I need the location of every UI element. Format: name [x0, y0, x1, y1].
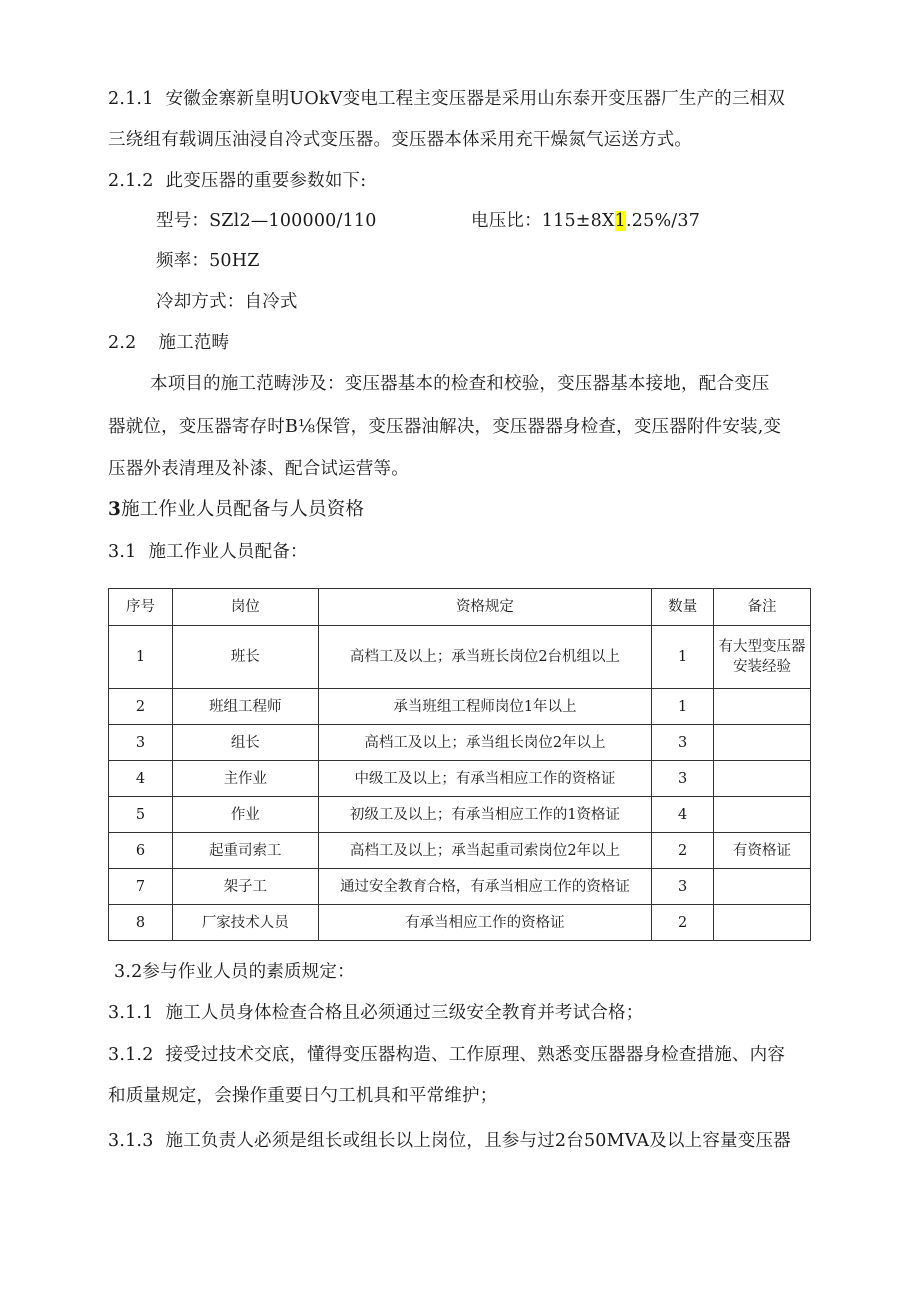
scope-line2: 器就位，变压器寄存时B⅛保管，变压器油解决，变压器器身检查，变压器附件安装,变 [108, 417, 782, 437]
cell-count: 2 [652, 833, 714, 869]
cell-count: 2 [652, 905, 714, 941]
section-title: 施工作业人员配备： [148, 542, 308, 562]
header-qualification: 资格规定 [318, 589, 651, 626]
table-row [109, 797, 811, 833]
header-note: 备注 [714, 589, 811, 626]
highlighted-digit: 1 [614, 211, 627, 231]
section-2-2-heading [108, 330, 229, 356]
cell-qualification: 通过安全教育合格，有承当相应工作的资格证 [318, 869, 651, 905]
cell-no: 7 [109, 869, 173, 905]
cell-qualification: 中级工及以上；有承当相应工作的资格证 [318, 761, 651, 797]
cell-post: 班组工程师 [172, 689, 318, 725]
cell-qualification: 初级工及以上；有承当相应工作的1资格证 [318, 797, 651, 833]
paragraph-2-1-1-line1 [108, 86, 785, 112]
cell-count: 3 [652, 725, 714, 761]
header-post: 岗位 [172, 589, 318, 626]
cell-no: 2 [109, 689, 173, 725]
cell-note [714, 725, 811, 761]
section-3-2-heading: 3.2参与作业人员的素质规定： [114, 962, 355, 982]
voltage-ratio-prefix: 电压比：115±8X [471, 211, 615, 231]
paragraph-3-1-2-line2: 和质量规定，会操作重要日勺工机具和平常维护； [108, 1086, 498, 1106]
table-row [109, 689, 811, 725]
paragraph-text: 施工负责人必须是组长或组长以上岗位，且参与过2台50MVA及以上容量变压器 [165, 1131, 791, 1151]
cell-count: 3 [652, 761, 714, 797]
section-title: 施工范畴 [158, 333, 230, 353]
cell-post: 架子工 [172, 869, 318, 905]
cell-post: 厂家技术人员 [172, 905, 318, 941]
cell-post: 起重司索工 [172, 833, 318, 869]
paragraph-text: 施工人员身体检查合格且必须通过三级安全教育并考试合格； [165, 1003, 644, 1023]
cell-no: 3 [109, 725, 173, 761]
table-row [109, 725, 811, 761]
voltage-ratio-suffix: .25%/37 [626, 211, 701, 231]
cell-no: 1 [109, 626, 173, 689]
cell-post: 主作业 [172, 761, 318, 797]
cell-qualification: 高档工及以上；承当起重司索岗位2年以上 [318, 833, 651, 869]
cell-qualification: 高档工及以上；承当班长岗位2台机组以上 [318, 626, 651, 689]
param-frequency: 频率：50HZ [156, 251, 260, 271]
scope-line3: 压器外表清理及补漆、配合试运营等。 [108, 459, 409, 479]
cell-qualification: 高档工及以上；承当组长岗位2年以上 [318, 725, 651, 761]
paragraph-2-1-2 [108, 168, 366, 194]
param-voltage-ratio [471, 208, 700, 234]
section-number: 3.1.3 [108, 1131, 154, 1151]
cell-note [714, 869, 811, 905]
section-number: 3.1.2 [108, 1045, 154, 1065]
section-title: 施工作业人员配备与人员资格 [121, 499, 365, 520]
param-cooling: 冷却方式：自冷式 [156, 292, 298, 312]
cell-note: 有资格证 [714, 833, 811, 869]
section-3-heading [108, 497, 364, 523]
table-row [109, 869, 811, 905]
section-3-1-heading [108, 539, 308, 565]
section-number: 2.1.1 [108, 89, 154, 109]
cell-count: 4 [652, 797, 714, 833]
section-number: 3.1 [108, 542, 137, 562]
section-number: 2.2 [108, 333, 137, 353]
header-count: 数量 [652, 589, 714, 626]
paragraph-text: 安徽金寨新皇明UOkV变电工程主变压器是采用山东泰开变压器厂生产的三相双 [165, 89, 786, 109]
staffing-table [108, 588, 811, 941]
cell-note [714, 761, 811, 797]
section-number: 3 [108, 499, 122, 520]
paragraph-3-1-1 [108, 1000, 643, 1026]
section-number: 3.1.1 [108, 1003, 154, 1023]
table-header-row [109, 589, 811, 626]
table-row [109, 761, 811, 797]
table-row [109, 833, 811, 869]
paragraph-3-1-2-line1 [108, 1042, 785, 1068]
cell-no: 6 [109, 833, 173, 869]
paragraph-3-1-3 [108, 1128, 791, 1154]
table-row [109, 905, 811, 941]
cell-qualification: 有承当相应工作的资格证 [318, 905, 651, 941]
paragraph-text: 接受过技术交底，懂得变压器构造、工作原理、熟悉变压器器身检查措施、内容 [165, 1045, 786, 1065]
scope-line1: 本项目的施工范畴涉及：变压器基本的检查和校验，变压器基本接地，配合变压 [150, 374, 770, 394]
section-number: 2.1.2 [108, 171, 154, 191]
cell-no: 4 [109, 761, 173, 797]
cell-note: 有大型变压器安装经验 [714, 626, 811, 689]
cell-qualification: 承当班组工程师岗位1年以上 [318, 689, 651, 725]
cell-no: 5 [109, 797, 173, 833]
paragraph-2-1-1-line2: 三绕组有载调压油浸自冷式变压器。变压器本体采用充干燥氮气运送方式。 [108, 130, 693, 150]
cell-count: 3 [652, 869, 714, 905]
param-model: 型号：SZl2—100000/110 [156, 211, 377, 231]
cell-post: 作业 [172, 797, 318, 833]
cell-post: 班长 [172, 626, 318, 689]
cell-count: 1 [652, 626, 714, 689]
cell-count: 1 [652, 689, 714, 725]
cell-note [714, 905, 811, 941]
cell-post: 组长 [172, 725, 318, 761]
cell-no: 8 [109, 905, 173, 941]
cell-note [714, 689, 811, 725]
cell-note [714, 797, 811, 833]
table-row [109, 626, 811, 689]
paragraph-text: 此变压器的重要参数如下: [165, 171, 367, 191]
header-no: 序号 [109, 589, 173, 626]
